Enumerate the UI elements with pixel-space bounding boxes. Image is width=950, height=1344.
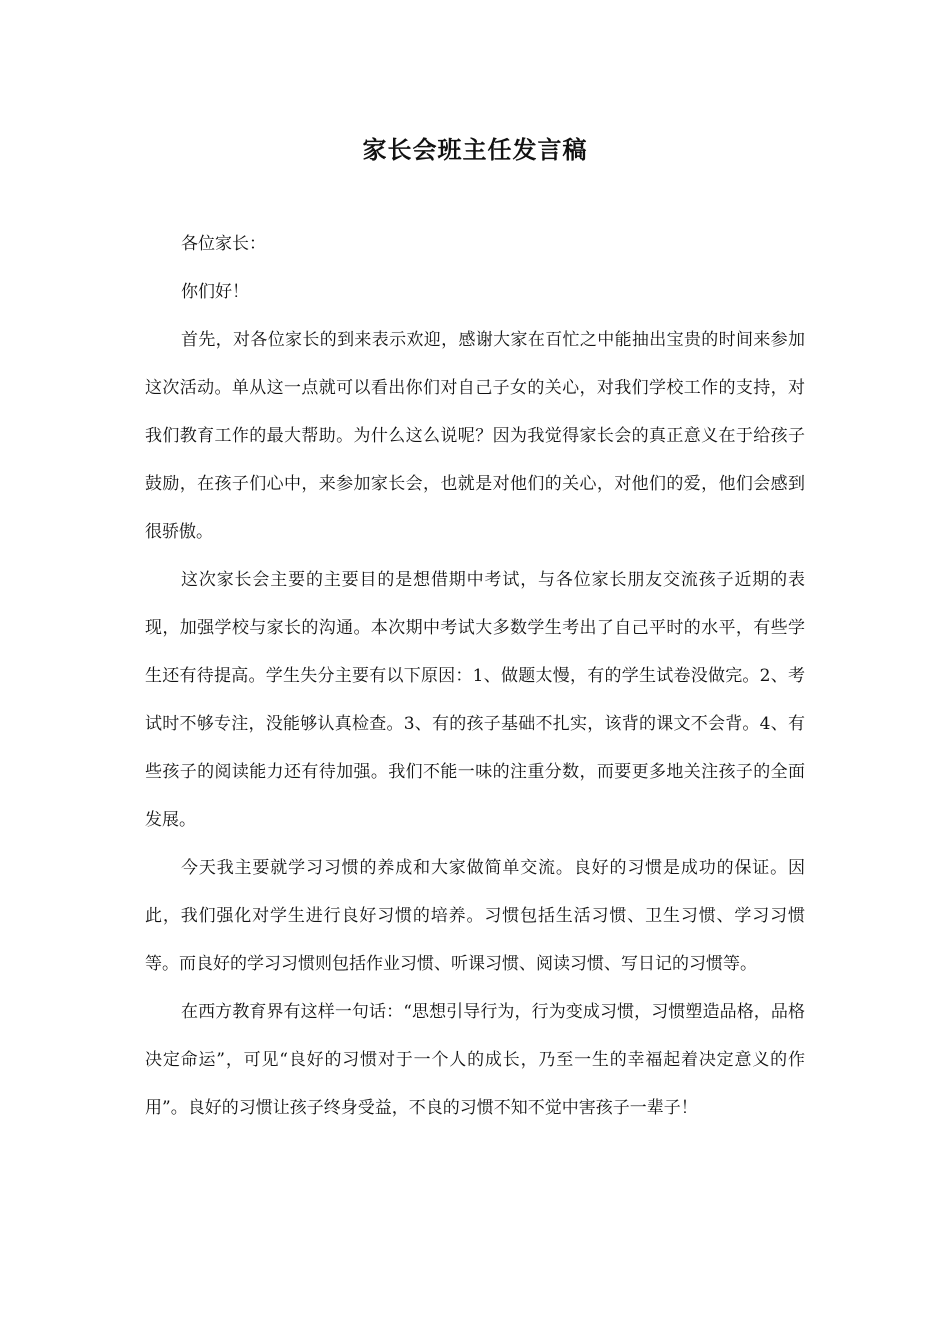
paragraph-quote: 在西方教育界有这样一句话：“思想引导行为，行为变成习惯，习惯塑造品格，品格决定命运”，可见“良好的习惯对于一个人的成长，乃至一生的幸福起着决定意义的作用”。良好的习惯让孩子终身受益，不良的习惯不知不觉中害孩子一辈子！ bbox=[145, 1002, 805, 1118]
greeting: 你们好！ bbox=[181, 282, 249, 302]
paragraph-habits: 今天我主要就学习习惯的养成和大家做简单交流。良好的习惯是成功的保证。因此，我们强化对学生进行良好习惯的培养。习惯包括生活习惯、卫生习惯、学习习惯等。而良好的学习习惯则包括作业习惯、听课习惯、阅读习惯、写日记的习惯等。 bbox=[145, 858, 805, 974]
paragraph-welcome: 首先，对各位家长的到来表示欢迎，感谢大家在百忙之中能抽出宝贵的时间来参加这次活动。单从这一点就可以看出你们对自己子女的关心，对我们学校工作的支持，对我们教育工作的最大帮助。为什么这么说呢？因为我觉得家长会的真正意义在于给孩子鼓励，在孩子们心中，来参加家长会，也就是对他们的关心，对他们的爱，他们会感到很骄傲。 bbox=[145, 330, 805, 542]
salutation: 各位家长： bbox=[181, 234, 266, 254]
document-body bbox=[145, 220, 805, 1132]
document-title: 家长会班主任发言稿 bbox=[362, 135, 588, 164]
paragraph-exam-review: 这次家长会主要的主要目的是想借期中考试，与各位家长朋友交流孩子近期的表现，加强学校与家长的沟通。本次期中考试大多数学生考出了自己平时的水平，有些学生还有待提高。学生失分主要有以下原因：1、做题太慢，有的学生试卷没做完。2、考试时不够专注，没能够认真检查。3、有的孩子基础不扎实，该背的课文不会背。4、有些孩子的阅读能力还有待加强。我们不能一味的注重分数，而要更多地关注孩子的全面发展。 bbox=[145, 570, 805, 830]
